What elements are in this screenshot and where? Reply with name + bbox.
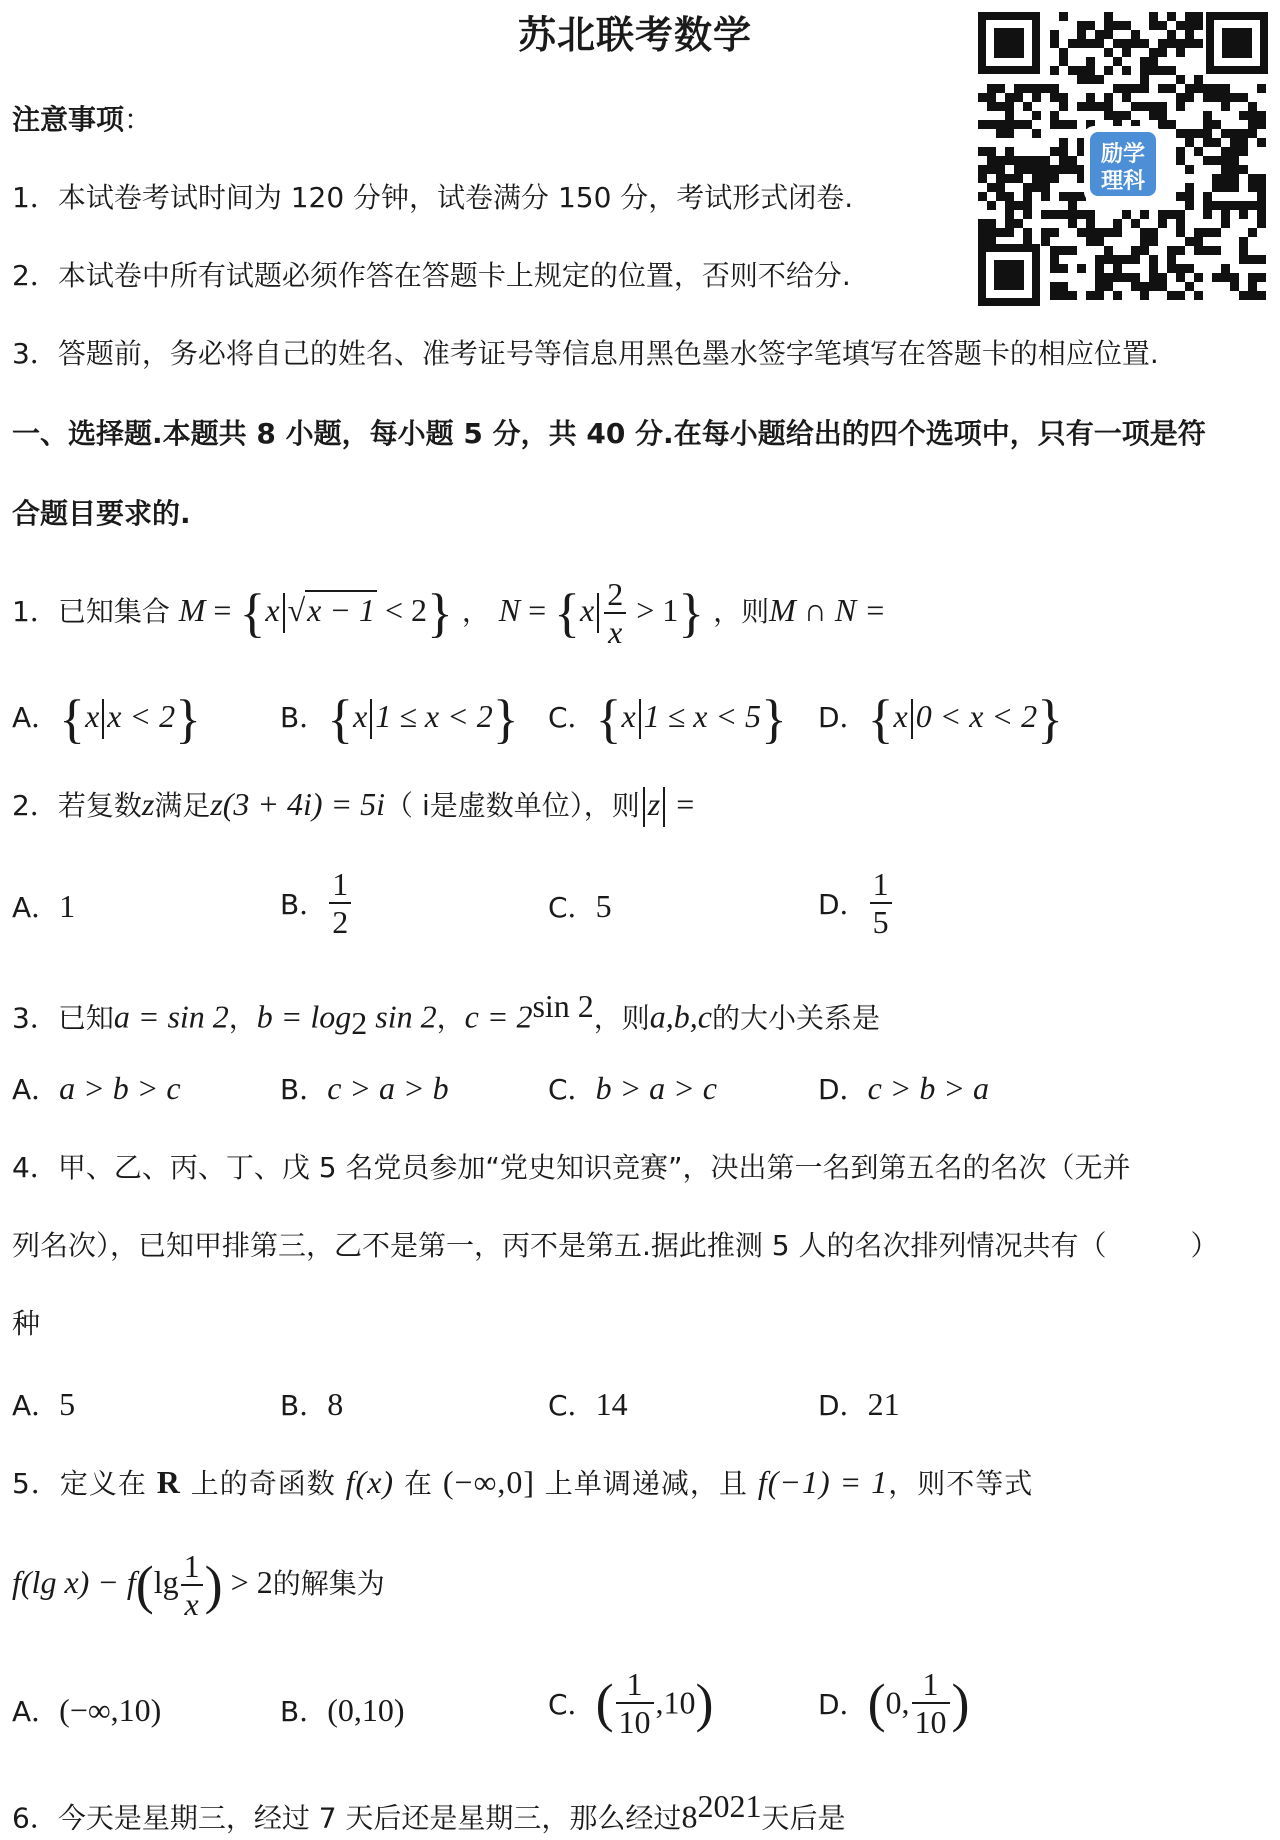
q1-option-b: B．{x 1 ≤ x < 2} [280, 689, 519, 749]
q1-option-c: C．{x 1 ≤ x < 5} [548, 689, 787, 749]
question-1: 1．已知集合 M = {x √x − 1 < 2} ， N = {x $\frac{2}{x}$ > 1} ，则M ∩ N = [12, 576, 886, 650]
q2-option-b: B． $\frac{1}{2}$ [280, 866, 353, 940]
q5-option-d: D．(0, $\frac{1}{10}$ ) [818, 1666, 970, 1740]
question-4-line1: 4．甲、乙、丙、丁、戊 5 名党员参加“党史知识竞赛”，决出第一名到第五名的名次（无并 [12, 1151, 1131, 1184]
note-item-1: 1．本试卷考试时间为 120 分钟，试卷满分 150 分，考试形式闭卷. [12, 181, 854, 214]
q4-option-a: A．5 [12, 1386, 76, 1422]
q1-option-a: A．{x x < 2} [12, 689, 201, 749]
q4-option-c: C．14 [548, 1386, 628, 1422]
notes-heading: 注意事项： [12, 103, 153, 136]
q2-option-c: C．5 [548, 888, 612, 924]
note-item-2: 2．本试卷中所有试题必须作答在答题卡上规定的位置，否则不给分. [12, 259, 851, 292]
question-4-line2: 列名次），已知甲排第三，乙不是第一，丙不是第五.据此推测 5 人的名次排列情况共有（ ） [12, 1229, 1219, 1262]
q4-option-d: D．21 [818, 1386, 900, 1422]
q3-option-b: B．c > a > b [280, 1070, 449, 1106]
question-6: 6．今天是星期三，经过 7 天后还是星期三，那么经过$8^{2021}$天后是 [12, 1788, 846, 1835]
section-header-line1: 一、选择题.本题共 8 小题，每小题 5 分，共 40 分.在每小题给出的四个选项中，只有一项是符 [12, 417, 1206, 450]
question-3: 3．已知a = sin 2，$b = \log_2 \sin 2$，$c = 2^{sin 2}$，则a,b,c的大小关系是 [12, 988, 881, 1041]
q2-option-a: A．1 [12, 888, 76, 924]
qr-code [974, 8, 1272, 310]
q3-option-d: D．c > b > a [818, 1070, 989, 1106]
q1-option-d: D．{x 0 < x < 2} [818, 689, 1063, 749]
q5-option-c: C．( $\frac{1}{10}$ ,10) [548, 1666, 714, 1740]
question-5-line2: f(lg x) − f(lg $\frac{1}{x}$ ) > 2的解集为 [12, 1548, 385, 1622]
q5-option-a: A．(−∞,10) [12, 1692, 162, 1728]
qr-badge-line2: 理科 [1100, 169, 1146, 194]
q2-option-d: D． $\frac{1}{5}$ [818, 866, 894, 940]
note-item-3: 3．答题前，务必将自己的姓名、准考证号等信息用黑色墨水签字笔填写在答题卡的相应位置. [12, 337, 1159, 370]
q3-option-c: C．b > a > c [548, 1070, 717, 1106]
section-header-line2: 合题目要求的. [12, 497, 191, 530]
q4-option-b: B．8 [280, 1386, 344, 1422]
exam-title: 苏北联考数学 [517, 13, 752, 57]
question-4-line3: 种 [12, 1307, 41, 1340]
qr-badge-line1: 励学 [1100, 142, 1146, 167]
question-2: 2．若复数z满足z(3 + 4i) = 5i（ i是虚数单位），则 z = [12, 784, 694, 827]
q3-option-a: A．a > b > c [12, 1070, 181, 1106]
question-5-line1: 5．定义在 R 上的奇函数 f(x) 在 (−∞,0] 上单调递减，且 f(−1) = 1，则不等式 [12, 1464, 1034, 1500]
q5-option-b: B．(0,10) [280, 1692, 405, 1728]
